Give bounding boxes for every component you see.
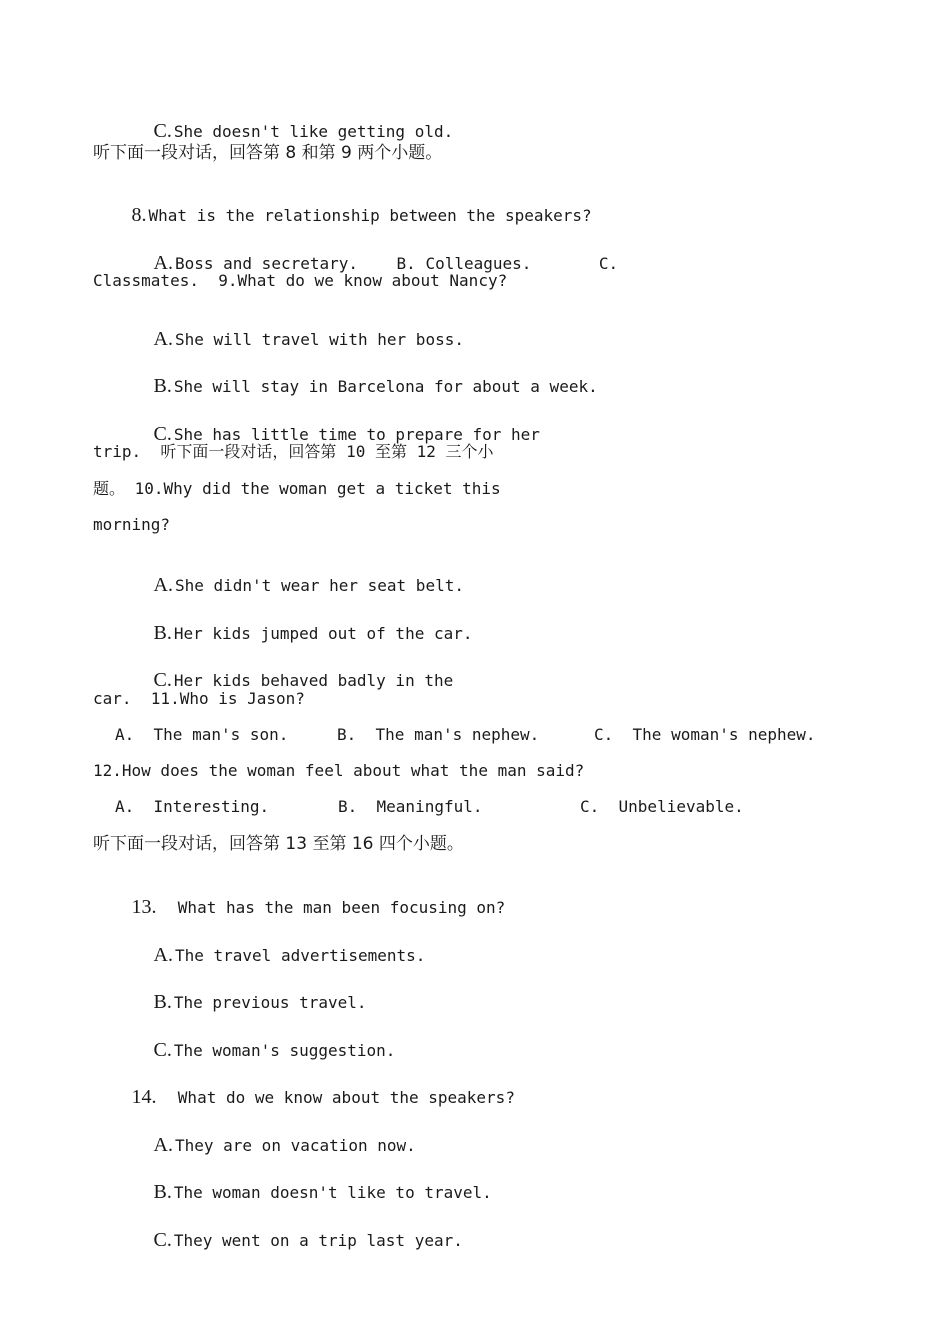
option-letter: A. — [153, 328, 173, 350]
option-text: She will stay in Barcelona for about a week. — [173, 377, 598, 396]
question-text: What is the relationship between the speakers? — [148, 206, 592, 225]
option-letter: A. — [153, 574, 173, 596]
option-text: Boss and secretary. B. Colleagues. C. — [174, 254, 619, 273]
option-text: Her kids behaved badly in the — [173, 671, 454, 690]
question-number: 14. — [131, 1086, 157, 1108]
q8-continuation-q9: Classmates. 9.What do we know about Nancy? — [93, 271, 508, 290]
option-text: Her kids jumped out of the car. — [173, 624, 473, 643]
option-letter: B. — [153, 1181, 172, 1203]
question-text: What do we know about the speakers? — [158, 1088, 515, 1107]
option-text: She will travel with her boss. — [174, 330, 464, 349]
question-10-line: 题。 10.Why did the woman get a ticket this — [93, 479, 501, 498]
q14-option-c — [115, 1210, 463, 1271]
option-letter: A. — [153, 1134, 173, 1156]
section-instruction-13-16: 听下面一段对话，回答第 13 至第 16 四个小题。 — [93, 834, 464, 854]
q11-option-b: B. The man's nephew. — [337, 725, 540, 744]
option-text: They went on a trip last year. — [173, 1231, 463, 1250]
option-letter: B. — [153, 375, 172, 397]
option-text: She has little time to prepare for her — [173, 425, 540, 444]
option-letter: A. — [153, 944, 173, 966]
q12-option-c: C. Unbelievable. — [580, 797, 744, 816]
option-text: The woman doesn't like to travel. — [173, 1183, 492, 1202]
q11-option-a: A. The man's son. — [115, 725, 289, 744]
section-instruction-8-9: 听下面一段对话，回答第 8 和第 9 两个小题。 — [93, 143, 443, 163]
option-letter: C. — [153, 1229, 172, 1251]
option-text: She doesn't like getting old. — [173, 122, 454, 141]
question-11-line: car. 11.Who is Jason? — [93, 689, 305, 708]
option-text: She didn't wear her seat belt. — [174, 576, 464, 595]
option-text: They are on vacation now. — [174, 1136, 416, 1155]
question-number: 8. — [131, 204, 147, 226]
question-number: 13. — [131, 896, 157, 918]
option-letter: A. — [153, 252, 173, 274]
option-text: The travel advertisements. — [174, 946, 426, 965]
option-text: The woman's suggestion. — [173, 1041, 396, 1060]
option-letter: C. — [153, 120, 172, 142]
option-text: The previous travel. — [173, 993, 367, 1012]
question-12: 12.How does the woman feel about what the man said? — [93, 761, 585, 780]
option-letter: B. — [153, 622, 172, 644]
q9-continuation-instruction: trip. 听下面一段对话，回答第 10 至第 12 三个小 — [93, 442, 494, 461]
question-text: What has the man been focusing on? — [158, 898, 506, 917]
option-letter: C. — [153, 1039, 172, 1061]
option-letter: C. — [153, 669, 172, 691]
q12-option-a: A. Interesting. — [115, 797, 270, 816]
option-letter: C. — [153, 423, 172, 445]
option-letter: B. — [153, 991, 172, 1013]
q12-option-b: B. Meaningful. — [338, 797, 483, 816]
q11-option-c: C. The woman's nephew. — [594, 725, 816, 744]
question-10-continuation: morning? — [93, 515, 171, 534]
